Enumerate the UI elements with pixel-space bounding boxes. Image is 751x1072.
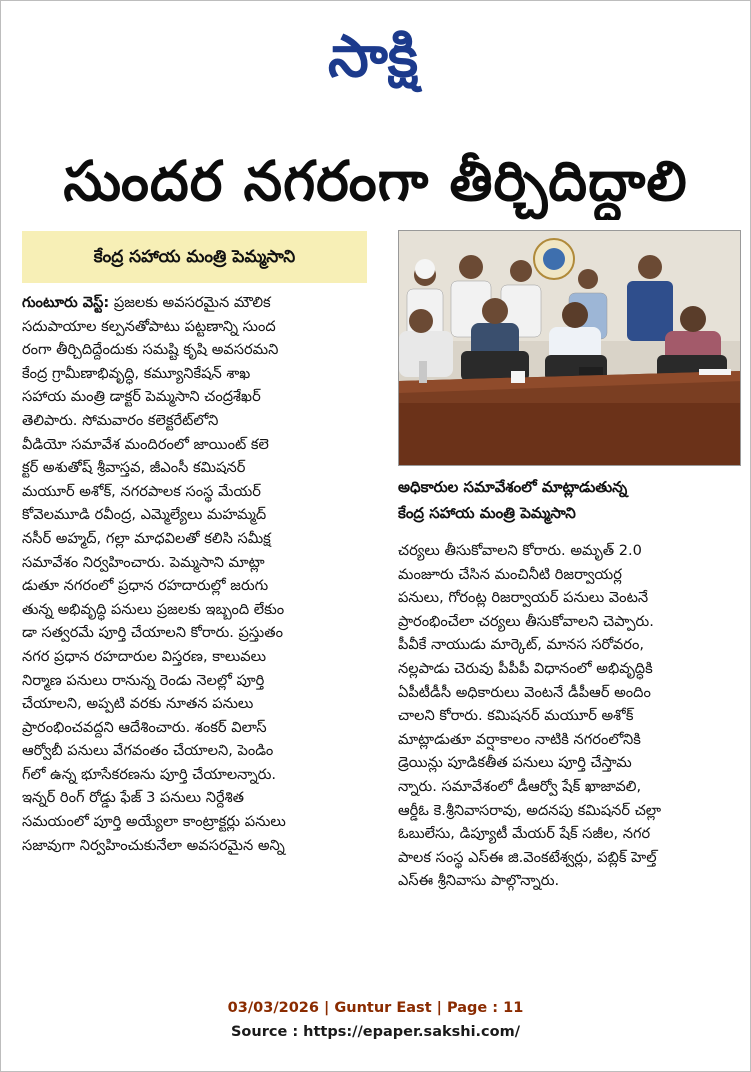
body-line: పనులు, గోరంట్ల రిజర్వాయర్‌ పనులు వెంటనే (398, 589, 649, 607)
body-line: కోవెలమూడి రవీంద్ర, ఎమ్మెల్యేలు మహమ్మద్‌ (22, 506, 267, 524)
caption-line: కేంద్ర సహాయ మంత్రి పెమ్మసాని (398, 504, 576, 522)
body-line: సజావుగా నిర్వహించుకునేలా అవసరమైన అన్ని (22, 836, 285, 854)
body-line: సదుపాయాల కల్పనతోపాటు పట్టణాన్ని సుంద (22, 317, 276, 335)
body-line: చాలని కోరారు. కమిషనర్‌ మయూర్‌ అశోక్‌ (398, 707, 634, 725)
body-line: నిర్మాణ పనులు రానున్న రెండు నెలల్లో పూర్తి (22, 671, 265, 689)
masthead-wordmark: సాక్షి (327, 22, 419, 90)
body-line: కేంద్ర గ్రామీణాభివృద్ధి, కమ్యూనికేషన్‌ శాఖ (22, 364, 251, 382)
caption-line: అధికారుల సమావేశంలో మాట్లాడుతున్న (398, 478, 628, 496)
body-line: తెలిపారు. సోమవారం కలెక్టరేట్‌లోని (22, 411, 219, 429)
article-subhead: కేంద్ర సహాయ మంత్రి పెమ్మసాని (93, 247, 296, 267)
body-line: ఇన్నర్‌ రింగ్‌ రోడ్డు ఫేజ్‌ 3 పనులు నిర్దేశిత (22, 789, 244, 807)
body-line: డుతూ నగరంలో ప్రధాన రహదారుల్లో జరుగు (22, 577, 269, 595)
body-line: ఏపీటీడీసీ అధికారులు వెంటనే డీపీఆర్‌ అందిం (398, 683, 651, 701)
body-line: చేయాలని, అప్పటి వరకు నూతన పనులు (22, 695, 254, 713)
body-line: చర్యలు తీసుకోవాలని కోరారు. అమృత్‌ 2.0 (398, 542, 642, 559)
body-line: ప్రారంభించేలా చర్యలు తీసుకోవాలని చెప్పారు. (398, 612, 654, 630)
body-line: వీడియో సమావేశ మందిరంలో జాయింట్‌ కలె (22, 435, 269, 453)
body-line: తున్న అభివృద్ధి పనులు ప్రజలకు ఇబ్బంది లేకుం (22, 600, 285, 618)
body-line: న్నారు. సమావేశంలో డీఆర్వో షేక్‌ ఖాజావలి, (398, 777, 642, 795)
masthead-logo (276, 14, 471, 100)
body-line: ఎస్‌ఈ శ్రీనివాసు పాల్గొన్నారు. (398, 872, 560, 890)
body-line: సహాయ మంత్రి డాక్టర్‌ పెమ్మసాని చంద్రశేఖర్‌ (22, 388, 261, 406)
body-line: నగర ప్రధాన రహదారుల విస్తరణ, కాలువలు (22, 647, 267, 665)
article-body-right (398, 539, 741, 893)
body-line: నసీర్‌ అహ్మద్‌, గల్లా మాధవిలతో కలిసి సమీక్ష (22, 529, 271, 547)
body-line: ఓబులేసు, డిప్యూటీ మేయర్‌ షేక్‌ సజీల, నగర (398, 825, 651, 843)
body-line: మాట్లాడుతూ వర్షాకాలం నాటికి నగరంలోనికి (398, 730, 641, 748)
body-line: గుంటూరు వెస్ట్‌: ప్రజలకు అవసరమైన మౌలిక (22, 294, 271, 311)
body-line: మంజూరు చేసిన మంచినీటి రిజర్వాయర్ల (398, 565, 622, 583)
body-line: రంగా తీర్చిదిద్దేందుకు సమష్టి కృషి అవసరమని (22, 341, 279, 359)
body-line: క్టర్‌ అశుతోష్‌ శ్రీవాస్తవ, జీఎంసీ కమిషనర్‌ (22, 459, 246, 477)
body-line: సమయంలో పూర్తి అయ్యేలా కాంట్రాక్టర్లు పనులు (22, 813, 286, 831)
body-line: గ్‌లో ఉన్న భూసేకరణను పూర్తి చేయాలన్నారు. (22, 765, 277, 783)
meeting-photo (398, 230, 741, 466)
body-line: డ్రెయిన్లు పూడికతీత పనులు పూర్తి చేస్తామ (398, 754, 632, 772)
body-line: ఆర్వోబీ పనులు వేగవంతం చేయాలని, పెండిం (22, 742, 274, 760)
article-headline: సుందర నగరంగా తీర్చిదిద్దాలి (63, 149, 688, 213)
article-body-left (22, 291, 398, 857)
body-line: ఆర్డీఓ కె.శ్రీనివాసరావు, అదనపు కమిషనర్‌ చల్లా (398, 801, 662, 819)
body-line: సమావేశం నిర్వహించారు. పెమ్మసాని మాట్లా (22, 553, 265, 571)
body-line: మయూర్‌ అశోక్‌, నగరపాలక సంస్థ మేయర్‌ (22, 482, 261, 500)
page-footer (0, 996, 751, 1044)
photo-caption (398, 474, 741, 534)
body-line: ప్రారంభించవద్దని ఆదేశించారు. శంకర్‌ విలాస్‌ (22, 718, 267, 736)
dateline: గుంటూరు వెస్ట్‌: (22, 294, 110, 311)
edition-info: 03/03/2026 | Guntur East | Page : 11 (227, 1000, 524, 1016)
body-line: డా సత్వరమే పూర్తి చేయాలని కోరారు. ప్రస్తుతం (22, 624, 283, 642)
source-link[interactable]: Source : https://epaper.sakshi.com/ (230, 1024, 521, 1040)
body-line: నల్లపాడు చెరువు పీపీపీ విధానంలో అభివృద్ధికి (398, 659, 653, 677)
meeting-photo-illustration (399, 231, 741, 466)
body-line: పీవీకే నాయుడు మార్కెట్‌, మానస సరోవరం, (398, 636, 644, 654)
body-line: పాలక సంస్థ ఎస్‌ఈ జి.వెంకటేశ్వర్లు, పబ్లిక్‌ హెల్త్‌ (398, 848, 657, 866)
